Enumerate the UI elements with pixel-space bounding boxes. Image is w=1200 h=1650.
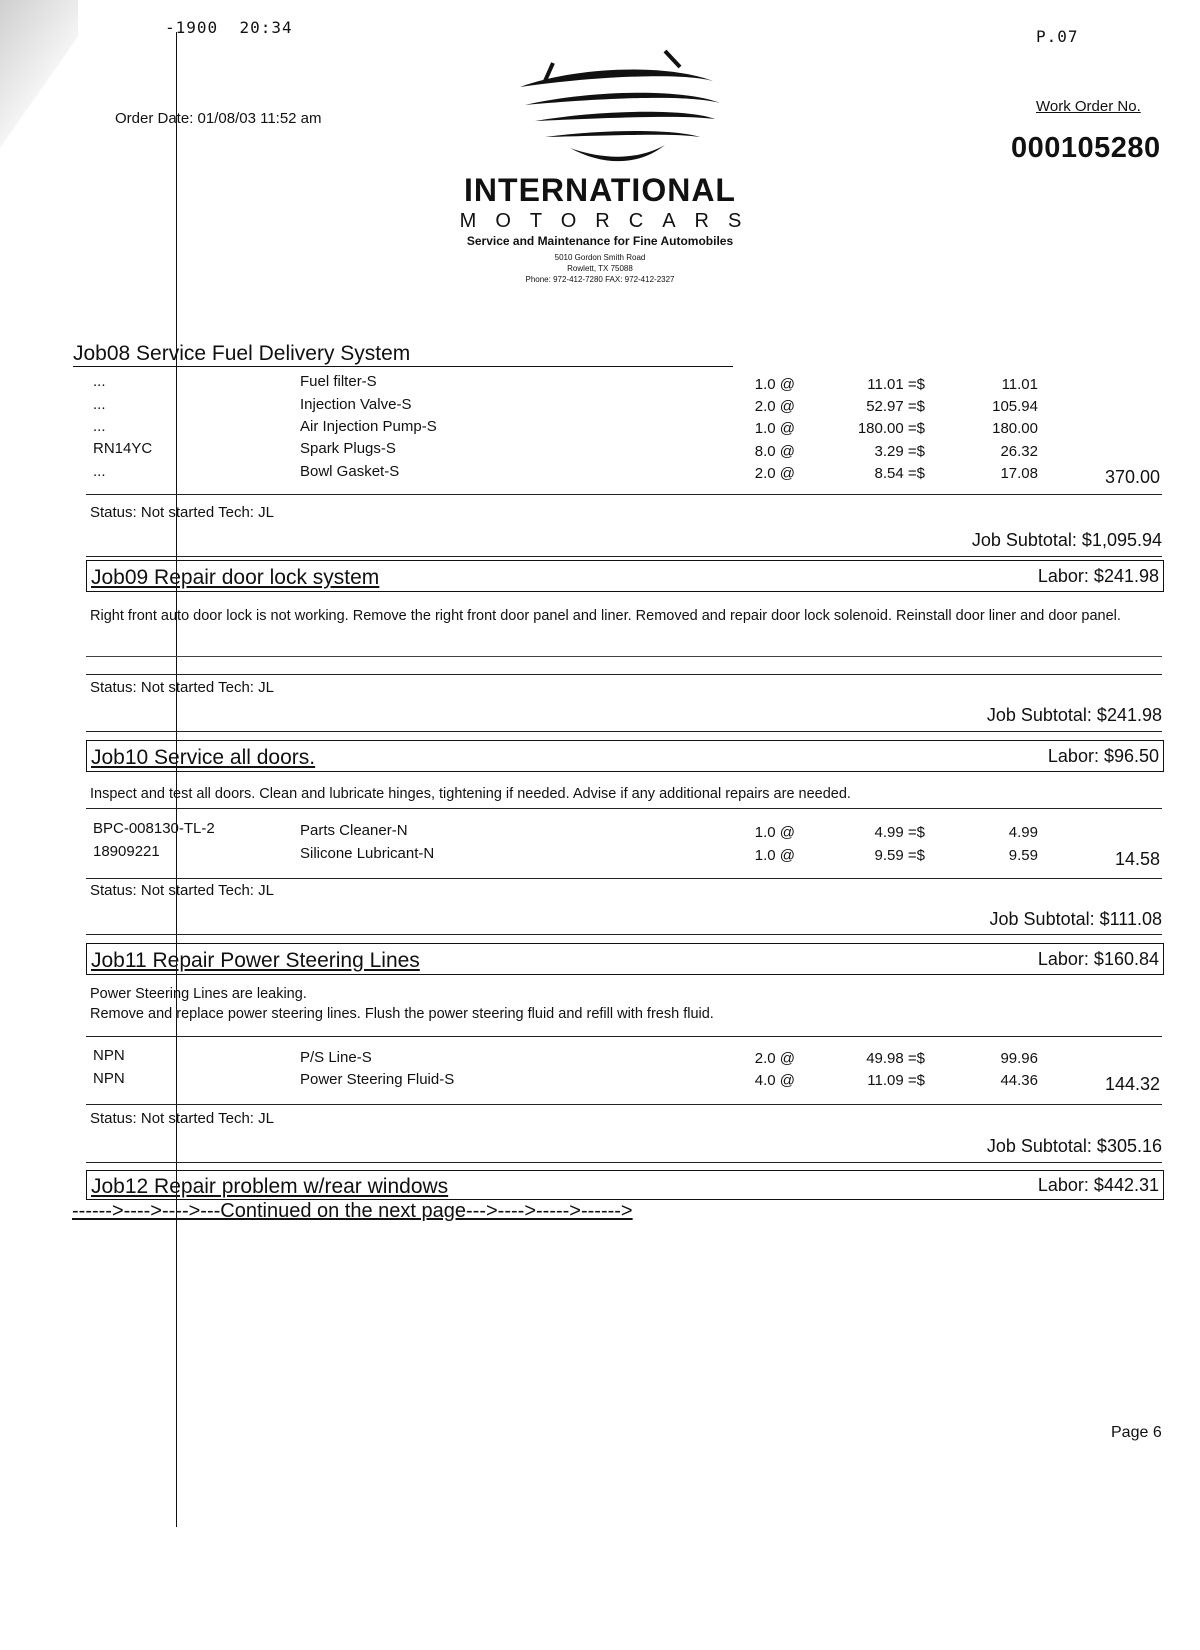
folded-corner [0, 0, 78, 155]
job-status: Status: Not started Tech: JL [90, 1110, 274, 1127]
part-unit-price: 180.00 =$ [857, 420, 925, 437]
parts-total: 370.00 [1104, 467, 1160, 487]
part-total: 11.01 [1001, 376, 1038, 393]
fax-date: -1900 [165, 18, 219, 37]
job-subtotal: Job Subtotal: $1,095.94 [971, 530, 1162, 550]
part-qty: 4.0 @ [754, 1072, 795, 1089]
part-total: 99.96 [1000, 1050, 1038, 1067]
divider [86, 1036, 1162, 1037]
part-qty: 2.0 @ [754, 465, 795, 482]
part-name: Air Injection Pump-S [300, 418, 437, 435]
part-name: Power Steering Fluid-S [300, 1071, 455, 1088]
fax-header [165, 18, 293, 37]
part-total: 26.32 [1000, 443, 1038, 460]
company-name: INTERNATIONAL [464, 172, 736, 208]
job-description-line-1: Power Steering Lines are leaking. [90, 986, 307, 1002]
part-total: 4.99 [1008, 824, 1038, 841]
part-qty: 1.0 @ [754, 847, 795, 864]
work-order-number: 000105280 [1011, 132, 1161, 164]
divider [86, 1162, 1162, 1163]
job09-title: Job09 Repair door lock system [91, 566, 380, 589]
part-code: ... [93, 463, 106, 480]
job-description-line-2: Remove and replace power steering lines. Flush the power steering fluid and refill with fresh fluid. [90, 1006, 714, 1022]
job-labor: Labor: $160.84 [1037, 949, 1159, 969]
part-unit-price: 11.09 =$ [867, 1072, 925, 1089]
company-logo-icon [515, 45, 730, 170]
job-subtotal: Job Subtotal: $305.16 [986, 1136, 1162, 1156]
part-code: NPN [93, 1070, 125, 1087]
part-code: BPC-008130-TL-2 [93, 820, 215, 837]
job09-header [86, 560, 1164, 592]
part-unit-price: 9.59 =$ [874, 847, 925, 864]
part-unit-price: 52.97 =$ [866, 398, 925, 415]
part-total: 180.00 [992, 420, 1038, 437]
divider [86, 1104, 1162, 1105]
company-address-2: Rowlett, TX 75088 [567, 264, 633, 273]
part-total: 44.36 [1000, 1072, 1038, 1089]
job-labor: Labor: $442.31 [1037, 1175, 1159, 1195]
job12-title: Job12 Repair problem w/rear windows [91, 1175, 449, 1198]
continued-notice: ------>---->---->---Continued on the next page--->---->----->------> [72, 1200, 633, 1222]
part-code: ... [93, 418, 106, 435]
job-description: Right front auto door lock is not working. Remove the right front door panel and liner. Removed and repair door lock solenoid. Reinstall door liner and door panel. [90, 608, 1121, 624]
part-code: ... [93, 373, 106, 390]
part-qty: 1.0 @ [754, 420, 795, 437]
job-subtotal: Job Subtotal: $241.98 [986, 705, 1162, 725]
job-status: Status: Not started Tech: JL [90, 882, 274, 899]
company-address-1: 5010 Gordon Smith Road [554, 253, 646, 262]
fax-page: P.07 [1036, 27, 1079, 46]
page-number: Page 6 [1111, 1424, 1162, 1441]
parts-total: 144.32 [1104, 1074, 1160, 1094]
job-status: Status: Not started Tech: JL [90, 504, 274, 521]
divider [86, 674, 1162, 675]
job-description: Inspect and test all doors. Clean and lubricate hinges, tightening if needed. Advise if any additional repairs are needed. [90, 786, 851, 802]
part-unit-price: 11.01 =$ [867, 376, 925, 393]
parts-total: 14.58 [1114, 849, 1160, 869]
job10-title: Job10 Service all doors. [91, 746, 316, 769]
company-subname: MOTORCARS [459, 210, 761, 232]
part-qty: 1.0 @ [754, 824, 795, 841]
part-name: Fuel filter-S [300, 373, 377, 390]
part-total: 9.59 [1008, 847, 1038, 864]
part-code: RN14YC [93, 440, 153, 457]
divider [86, 494, 1162, 495]
job11-title: Job11 Repair Power Steering Lines [91, 949, 420, 972]
part-qty: 8.0 @ [754, 443, 795, 460]
part-code: NPN [93, 1047, 125, 1064]
job-subtotal: Job Subtotal: $111.08 [989, 909, 1162, 929]
part-name: Injection Valve-S [300, 396, 412, 413]
job08-title: Job08 Service Fuel Delivery System [73, 342, 733, 367]
part-code: 18909221 [93, 843, 160, 860]
job12-header [86, 1170, 1164, 1200]
divider [86, 808, 1162, 809]
part-unit-price: 3.29 =$ [874, 443, 925, 460]
part-total: 105.94 [992, 398, 1038, 415]
divider [86, 934, 1162, 935]
job11-header [86, 943, 1164, 975]
order-date: Order Date: 01/08/03 11:52 am [115, 110, 322, 127]
part-qty: 2.0 @ [754, 1050, 795, 1067]
fax-time: 20:34 [239, 18, 293, 37]
part-name: Parts Cleaner-N [300, 822, 408, 839]
job10-header [86, 740, 1164, 772]
part-qty: 1.0 @ [754, 376, 795, 393]
part-unit-price: 49.98 =$ [866, 1050, 925, 1067]
part-name: P/S Line-S [300, 1049, 372, 1066]
work-order-label: Work Order No. [1036, 98, 1141, 115]
part-name: Spark Plugs-S [300, 440, 396, 457]
company-phone: Phone: 972-412-7280 FAX: 972-412-2327 [525, 275, 675, 284]
part-name: Silicone Lubricant-N [300, 845, 435, 862]
part-unit-price: 4.99 =$ [874, 824, 925, 841]
part-code: ... [93, 396, 106, 413]
job-labor: Labor: $241.98 [1037, 566, 1159, 586]
company-tagline: Service and Maintenance for Fine Automobiles [466, 234, 734, 248]
job-status: Status: Not started Tech: JL [90, 679, 274, 696]
divider [86, 556, 1162, 557]
part-unit-price: 8.54 =$ [874, 465, 925, 482]
divider [86, 656, 1162, 657]
scan-artifact-line [176, 32, 177, 1527]
job-labor: Labor: $96.50 [1047, 746, 1159, 766]
part-name: Bowl Gasket-S [300, 463, 400, 480]
divider [86, 878, 1162, 879]
part-total: 17.08 [1000, 465, 1038, 482]
part-qty: 2.0 @ [754, 398, 795, 415]
divider [86, 731, 1162, 732]
